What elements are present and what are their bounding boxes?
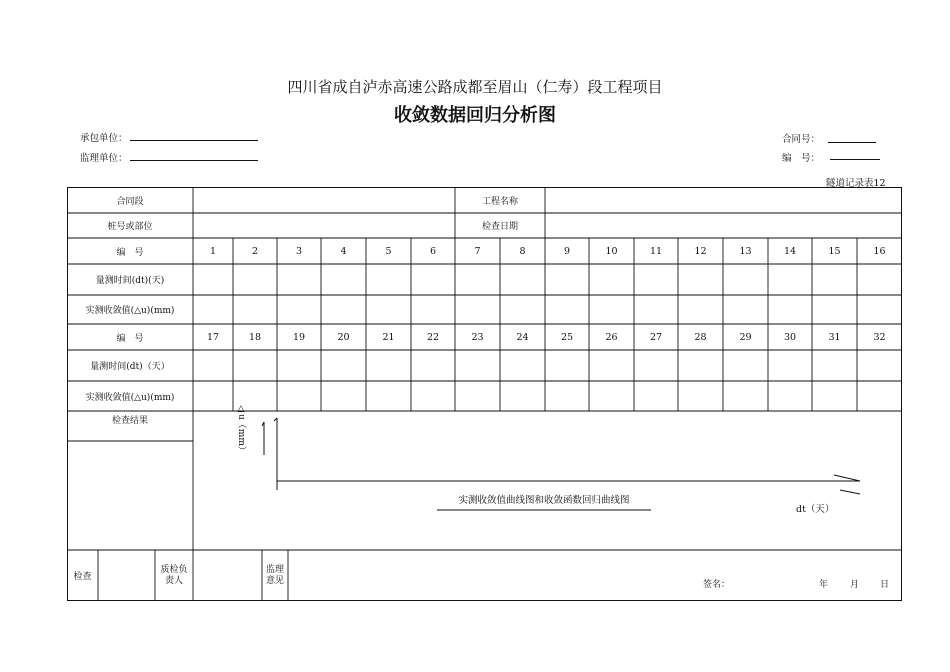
day-label: 日 [880,580,890,590]
page-title: 收敛数据回归分析图 [394,105,556,126]
number-cell: 24 [516,331,529,343]
qc-label [155,565,193,587]
number-cell: 18 [248,331,262,343]
year-label: 年 [819,580,829,590]
station-label: 桩号或部位 [107,222,153,232]
number-cell: 25 [560,331,574,343]
number-cell: 32 [873,331,886,343]
number-cell: 4 [340,245,347,257]
value-label-1: 实测收敛值(△u)(mm) [85,306,175,316]
number-cell: 12 [694,245,707,257]
chart-y-axis-label: △u（mm） [236,404,246,455]
no-label-2: 编 号 [116,333,144,344]
number-cell: 9 [563,245,571,257]
number-cell: 11 [649,245,663,257]
sign-label: 签名： [703,580,731,590]
number-cell: 31 [828,331,841,343]
number-cell: 2 [251,245,259,257]
supervision-value[interactable] [288,550,688,601]
record-number: 隧道记录表12 [826,178,886,189]
number-cell: 14 [783,245,797,257]
contract-section-value[interactable] [193,187,455,213]
supervision-label-line2: 意见 [265,576,284,586]
number-cell: 15 [828,245,841,257]
no-label-1: 编 号 [116,247,144,258]
supervision-label [262,565,288,587]
result-label: 检查结果 [111,416,148,426]
number-cell: 6 [429,245,437,257]
supervisor-label: 监理单位： [80,153,128,164]
value-label-2: 实测收敛值(△u)(mm) [85,392,175,403]
project-title: 四川省成自泸赤高速公路成都至眉山（仁寿）段工程项目 [287,78,663,96]
month-label: 月 [850,580,860,590]
number-cell: 28 [694,331,707,343]
check-value[interactable] [98,550,155,601]
time-label-1: 量测时间(dt)(天) [95,276,165,286]
number-cell: 23 [471,331,484,343]
qc-value[interactable] [193,550,262,601]
number-cell: 17 [206,331,220,343]
inspect-date-label: 检查日期 [481,222,518,232]
number-cell: 21 [382,331,395,343]
time-label-2: 量测时间(dt)（天） [90,362,170,372]
number-cell: 22 [426,331,440,343]
number-cell: 20 [337,331,350,343]
chart-caption: 实测收敛值曲线图和收敛函数回归曲线图 [458,495,630,506]
check-label: 检查 [73,572,92,582]
number-cell: 29 [739,331,752,343]
contract-no-label: 合同号： [782,134,821,145]
station-value[interactable] [193,213,455,238]
project-name-value[interactable] [545,187,902,213]
number-cell: 30 [783,331,797,343]
number-cell: 16 [873,245,886,257]
number-cell: 26 [605,331,618,343]
contract-section-label: 合同段 [116,196,144,207]
number-cell: 5 [385,245,392,257]
supervision-label-line1: 监理 [265,565,284,575]
number-cell: 13 [739,245,752,257]
qc-label-line1: 质检负 [160,565,188,575]
number-cell: 27 [649,331,663,343]
result-value[interactable] [67,441,193,550]
contractor-label: 承包单位： [80,133,128,144]
inspect-date-value[interactable] [545,213,902,238]
serial-label: 编 号： [782,153,821,164]
number-cell: 10 [605,245,618,257]
number-cell: 19 [292,331,306,343]
number-cell: 7 [474,245,481,257]
number-cell: 3 [295,245,303,257]
number-cell: 1 [209,245,217,257]
number-cell: 8 [519,245,526,257]
project-name-label: 工程名称 [481,196,518,207]
chart-x-axis-label: dt（天） [796,504,835,515]
qc-label-line2: 责人 [164,576,183,586]
